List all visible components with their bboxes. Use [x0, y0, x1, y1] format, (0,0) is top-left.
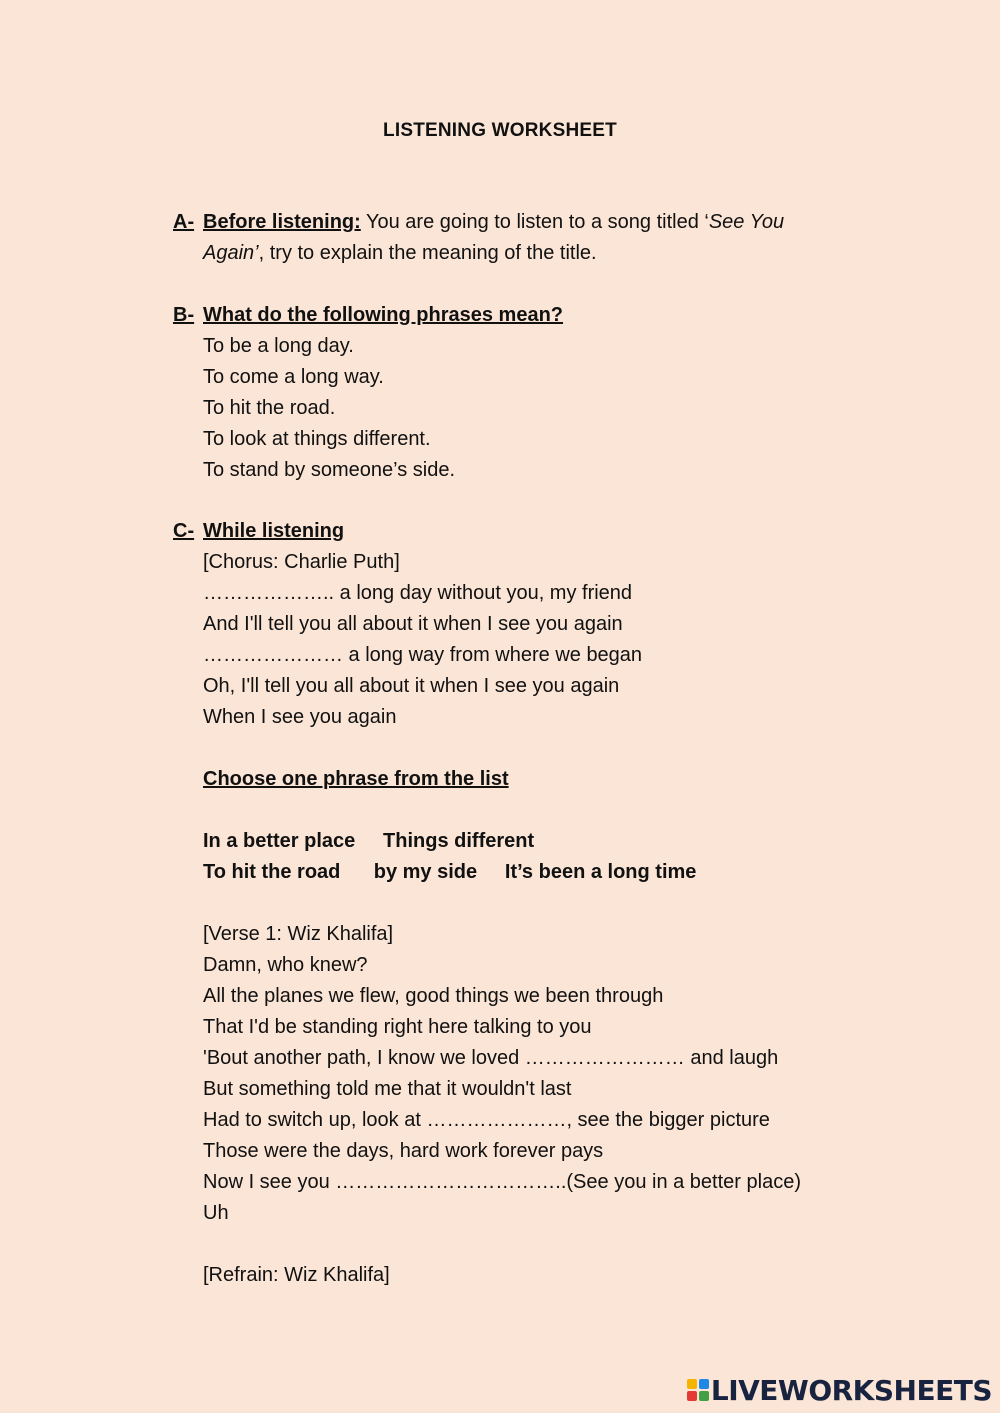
spacer [203, 1229, 833, 1260]
phrase-item: To hit the road. [203, 397, 336, 419]
section-c [173, 516, 833, 1291]
logo-square-icon [699, 1391, 709, 1401]
logo-text: LIVEWORKSHEETS [710, 1373, 992, 1407]
worksheet-title: LISTENING WORKSHEET [383, 120, 617, 141]
word-list-line: To hit the road by my side It’s been a long time [203, 861, 697, 883]
section-a-marker: A- [173, 211, 195, 233]
section-c-marker: C- [173, 520, 195, 542]
lyric-line: But something told me that it wouldn't last [203, 1078, 572, 1100]
word-list-line: In a better place Things different [203, 830, 535, 852]
section-b-marker: B- [173, 304, 195, 326]
phrase-item: To be a long day. [203, 335, 354, 357]
phrase-item: To look at things different. [203, 428, 431, 450]
refrain-label: [Refrain: Wiz Khalifa] [203, 1264, 390, 1286]
section-b [173, 300, 833, 486]
spacer [203, 888, 833, 919]
lyric-line: That I'd be standing right here talking to you [203, 1016, 592, 1038]
lyric-line: When I see you again [203, 706, 397, 728]
section-a [173, 207, 833, 269]
lyric-line: And I'll tell you all about it when I see you again [203, 613, 623, 635]
liveworksheets-logo [687, 1373, 992, 1407]
logo-square-icon [687, 1391, 697, 1401]
logo-mark-icon [687, 1379, 709, 1401]
spacer [203, 795, 833, 826]
lyric-line: [Verse 1: Wiz Khalifa] [203, 923, 394, 945]
choose-heading: Choose one phrase from the list [203, 768, 509, 790]
section-a-text-1: You are going to listen to a song titled ‘ [360, 211, 709, 233]
song-title: See You Again’ [203, 211, 785, 264]
lyric-line-blank: ……………….. a long day without you, my friend [203, 582, 633, 604]
lyric-line-blank: Now I see you ……………………………..(See you in a better place) [203, 1171, 801, 1193]
section-b-heading: What do the following phrases mean? [203, 304, 564, 326]
lyric-line-blank: ………………… a long way from where we began [203, 644, 643, 666]
section-b-content [203, 300, 833, 486]
section-a-content [203, 207, 833, 269]
section-a-text-2: , try to explain the meaning of the title. [258, 242, 597, 264]
lyric-line: All the planes we flew, good things we been through [203, 985, 664, 1007]
lyric-line: Oh, I'll tell you all about it when I see you again [203, 675, 620, 697]
lyric-line-blank: Had to switch up, look at …………………, see the bigger picture [203, 1109, 770, 1131]
lyric-line: [Chorus: Charlie Puth] [203, 551, 400, 573]
logo-square-icon [687, 1379, 697, 1389]
section-c-heading: While listening [203, 520, 345, 542]
lyric-line: Uh [203, 1202, 229, 1224]
spacer [203, 733, 833, 764]
lyric-line: Those were the days, hard work forever pays [203, 1140, 604, 1162]
section-c-content [203, 516, 833, 1291]
section-a-heading: Before listening: [203, 211, 361, 233]
logo-square-icon [699, 1379, 709, 1389]
phrase-item: To come a long way. [203, 366, 384, 388]
phrase-item: To stand by someone’s side. [203, 459, 456, 481]
lyric-line-blank: 'Bout another path, I know we loved …………………… and laugh [203, 1047, 779, 1069]
lyric-line: Damn, who knew? [203, 954, 368, 976]
